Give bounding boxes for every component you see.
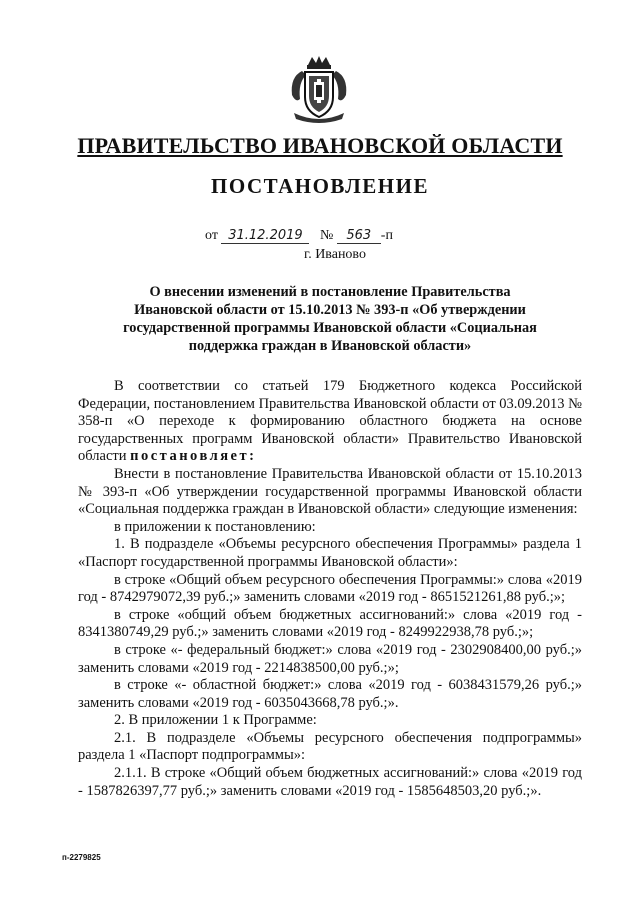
paragraph: в строке «Общий объем ресурсного обеспечения Программы:» слова «2019 год - 8742979072,39 руб.;» заменить словами «2019 год - 8651521261,88 руб.;»; (78, 571, 582, 606)
coat-of-arms-icon (288, 55, 350, 123)
paragraph: в строке «- областной бюджет:» слова «2019 год - 6038431579,26 руб.;» заменить словами «2019 год - 6035043668,78 руб.;». (78, 677, 582, 711)
footer-code: п-2279825 (62, 853, 101, 862)
government-title: ПРАВИТЕЛЬСТВО ИВАНОВСКОЙ ОБЛАСТИ (77, 133, 563, 158)
number-prefix: № (319, 228, 334, 243)
date-number-line (205, 228, 393, 244)
preamble-text: В соответствии со статьей 179 Бюджетного кодекса Российской Федерации, постановлением Правительства Ивановской области от 03.09.2013 № 358-п «О переходе к формированию областного бюджета на основе государственных программ Ивановской области» Правительство Ивановской области (78, 378, 582, 465)
document-number: 563 (337, 228, 381, 244)
preamble-paragraph: В соответствии со статьей 179 Бюджетного кодекса Российской Федерации, постановлением Правительства Ивановской области от 03.09.2013 № 358-п «О переходе к формированию областного бюджета на основе государственных программ Ивановской области» Правительство Ивановской области постановляет: (78, 378, 582, 465)
document-date: 31.12.2019 (221, 228, 309, 244)
document-body (78, 378, 582, 800)
date-prefix: от (205, 228, 218, 243)
number-suffix: -п (380, 228, 393, 243)
paragraph: 2. В приложении 1 к Программе: (114, 712, 317, 729)
intro-paragraph: Внести в постановление Правительства Ивановской области от 15.10.2013 № 393-п «Об утверждении государственной программы Ивановской области «Социальная поддержка граждан в Ивановской области» следующие изменения: (78, 465, 582, 518)
document-type-title: ПОСТАНОВЛЕНИЕ (211, 174, 429, 198)
paragraph: в приложении к постановлению: (114, 518, 316, 535)
paragraph: 2.1.1. В строке «Общий объем бюджетных ассигнований:» слова «2019 год - 1587826397,77 руб.;» заменить словами «2019 год - 1585648503,20 руб.;». (78, 765, 582, 799)
paragraph: в строке «- федеральный бюджет:» слова «2019 год - 2302908400,00 руб.;» заменить словами «2019 год - 2214838500,00 руб.;»; (78, 641, 582, 676)
resolves-word: постановляет (130, 448, 250, 465)
document-subject: О внесении изменений в постановление Правительства Ивановской области от 15.10.2013 № 393-п «Об утверждении государственной программы Ивановской области «Социальная поддержка граждан в Ивановской области» (123, 284, 537, 354)
city: г. Иваново (304, 247, 366, 262)
paragraph: 1. В подразделе «Объемы ресурсного обеспечения Программы» раздела 1 «Паспорт государственной программы Ивановской области»: (78, 536, 582, 570)
paragraph: в строке «общий объем бюджетных ассигнований:» слова «2019 год - 8341380749,29 руб.;» заменить словами «2019 год - 8249922938,78 руб.;»; (78, 606, 582, 641)
paragraph: 2.1. В подразделе «Объемы ресурсного обеспечения подпрограммы» раздела 1 «Паспорт подпрограммы»: (78, 729, 582, 764)
